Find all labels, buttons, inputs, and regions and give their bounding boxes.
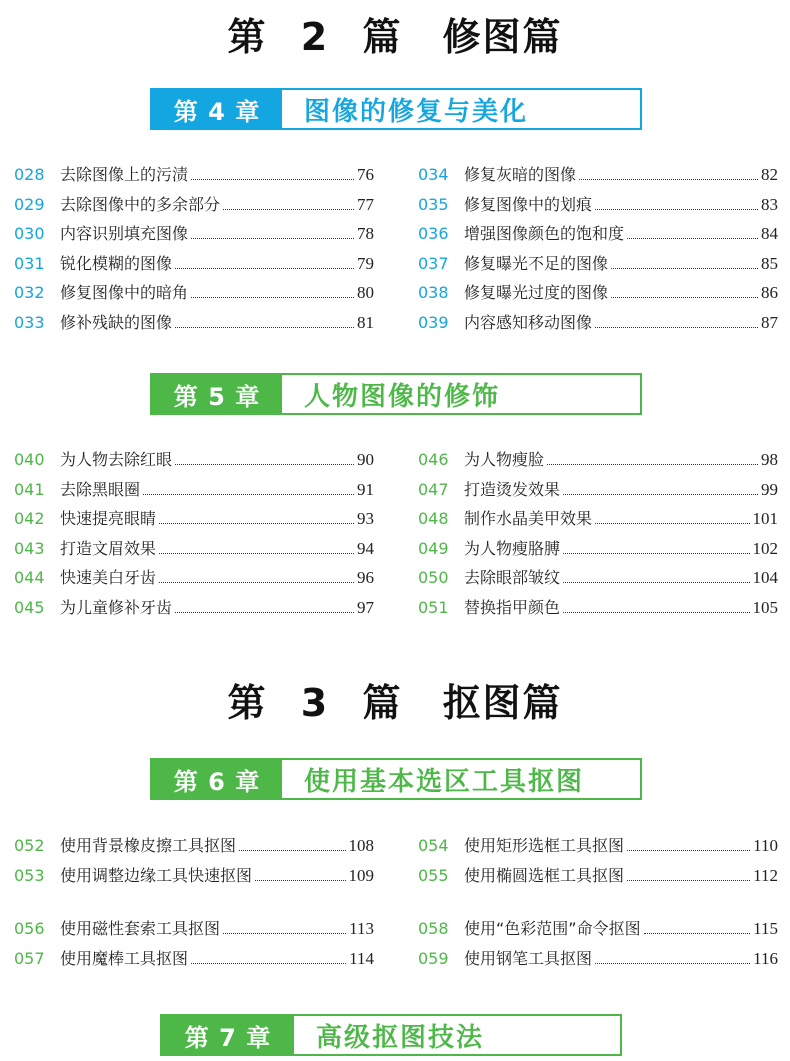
entry-page-number: 97	[357, 597, 374, 617]
toc-entry	[14, 162, 374, 188]
dot-leader	[563, 481, 758, 495]
entry-title: 使用“色彩范围”命令抠图	[464, 919, 641, 938]
entry-title: 去除图像上的污渍	[60, 165, 189, 184]
entry-page-number: 80	[357, 283, 374, 302]
toc-entry	[418, 310, 778, 336]
entry-page-number: 93	[357, 509, 374, 528]
entry-page-number: 86	[761, 283, 778, 302]
entry-page-number: 83	[761, 194, 778, 214]
dot-leader	[644, 920, 751, 934]
toc-entry	[14, 946, 374, 972]
entry-page-number: 105	[752, 597, 778, 617]
chapter-number: 第 6 章	[152, 760, 282, 798]
toc-entry	[14, 863, 374, 889]
entry-page-number: 76	[357, 165, 374, 184]
entry-title: 去除图像中的多余部分	[60, 194, 221, 214]
entry-page-number: 94	[357, 538, 374, 558]
entry-title: 快速提亮眼睛	[60, 509, 157, 528]
dot-leader	[547, 451, 758, 465]
entry-title: 使用魔棒工具抠图	[60, 948, 189, 968]
toc-entry	[14, 916, 374, 942]
toc-entry	[418, 162, 778, 188]
entry-number: 041	[14, 479, 45, 499]
toc-entry	[14, 506, 374, 532]
entry-page-number: 101	[752, 509, 778, 528]
chapter-name: 图像的修复与美化	[304, 96, 529, 127]
entry-title: 快速美白牙齿	[60, 568, 157, 587]
entry-number: 049	[418, 538, 449, 558]
entry-page-number: 78	[357, 224, 374, 243]
dot-leader	[627, 225, 758, 239]
entry-page-number: 99	[761, 479, 778, 499]
entry-number: 033	[14, 312, 45, 332]
entry-number: 044	[14, 568, 45, 587]
toc-entry	[14, 595, 374, 621]
chapter-name: 使用基本选区工具抠图	[304, 766, 585, 797]
entry-number: 056	[14, 919, 45, 938]
toc-entry	[418, 595, 778, 621]
entry-page-number: 79	[357, 253, 374, 273]
entry-title: 修复图像中的暗角	[60, 283, 189, 302]
toc-entry	[418, 565, 778, 591]
chapter-6-banner	[150, 758, 642, 800]
dot-leader	[255, 867, 345, 881]
entry-page-number: 112	[753, 865, 778, 885]
entry-title: 修补残缺的图像	[60, 312, 173, 332]
entry-title: 内容感知移动图像	[464, 312, 593, 332]
entry-number: 037	[418, 253, 449, 273]
chapter-name: 高级抠图技法	[316, 1022, 485, 1053]
entry-title: 去除眼部皱纹	[464, 568, 561, 587]
dot-leader	[175, 599, 354, 613]
toc-entry	[14, 447, 374, 473]
entry-page-number: 82	[761, 165, 778, 184]
entry-number: 058	[418, 919, 449, 938]
entry-number: 052	[14, 836, 45, 855]
entry-title: 为人物去除红眼	[60, 450, 173, 469]
dot-leader	[611, 255, 758, 269]
entry-number: 039	[418, 312, 449, 332]
toc-entry	[14, 251, 374, 277]
entry-page-number: 102	[752, 538, 778, 558]
entry-title: 使用背景橡皮擦工具抠图	[60, 836, 237, 855]
chapter-number: 第 7 章	[162, 1016, 294, 1054]
toc-entry	[418, 916, 778, 942]
dot-leader	[563, 540, 749, 554]
dot-leader	[143, 481, 354, 495]
dot-leader	[223, 920, 346, 934]
entry-number: 036	[418, 224, 449, 243]
entry-number: 046	[418, 450, 449, 469]
entry-number: 032	[14, 283, 45, 302]
entry-title: 使用磁性套索工具抠图	[60, 919, 221, 938]
entry-page-number: 108	[348, 836, 374, 855]
entry-title: 修复图像中的划痕	[464, 194, 593, 214]
dot-leader	[595, 196, 758, 210]
dot-leader	[191, 950, 346, 964]
entry-page-number: 116	[753, 948, 778, 968]
dot-leader	[191, 225, 354, 239]
dot-leader	[159, 569, 354, 583]
entry-page-number: 77	[357, 194, 374, 214]
entry-title: 内容识别填充图像	[60, 224, 189, 243]
toc-entry	[418, 192, 778, 218]
dot-leader	[595, 510, 749, 524]
toc-entry	[14, 833, 374, 859]
toc-entry	[14, 477, 374, 503]
entry-title: 替换指甲颜色	[464, 597, 561, 617]
toc-entry	[418, 447, 778, 473]
entry-title: 为人物瘦脸	[464, 450, 545, 469]
entry-page-number: 90	[357, 450, 374, 469]
entry-number: 057	[14, 948, 45, 968]
part-title-3: 第 3 篇 抠图篇	[227, 681, 563, 725]
toc-entry	[418, 477, 778, 503]
entry-title: 打造文眉效果	[60, 538, 157, 558]
chapter-4-banner	[150, 88, 642, 130]
entry-page-number: 85	[761, 253, 778, 273]
entry-page-number: 115	[753, 919, 778, 938]
dot-leader	[191, 166, 354, 180]
entry-number: 055	[418, 865, 449, 885]
chapter-number: 第 5 章	[152, 375, 282, 413]
entry-title: 去除黑眼圈	[60, 479, 141, 499]
entry-number: 045	[14, 597, 45, 617]
toc-entry	[418, 863, 778, 889]
entry-title: 使用钢笔工具抠图	[464, 948, 593, 968]
toc-entry	[418, 946, 778, 972]
chapter-name: 人物图像的修饰	[304, 381, 501, 412]
entry-title: 为人物瘦胳膊	[464, 538, 561, 558]
dot-leader	[175, 451, 354, 465]
entry-number: 053	[14, 865, 45, 885]
entry-number: 028	[14, 165, 45, 184]
entry-number: 043	[14, 538, 45, 558]
toc-entry	[418, 221, 778, 247]
dot-leader	[175, 255, 354, 269]
entry-page-number: 81	[357, 312, 374, 332]
entry-number: 050	[418, 568, 449, 587]
entry-page-number: 113	[349, 919, 374, 938]
entry-title: 修复灰暗的图像	[464, 165, 577, 184]
entry-page-number: 110	[753, 836, 778, 855]
toc-entry	[14, 310, 374, 336]
entry-page-number: 96	[357, 568, 374, 587]
dot-leader	[191, 284, 354, 298]
entry-page-number: 84	[761, 224, 778, 243]
chapter-number: 第 4 章	[152, 90, 282, 128]
dot-leader	[595, 314, 758, 328]
entry-number: 035	[418, 194, 449, 214]
entry-number: 030	[14, 224, 45, 243]
part-title-2: 第 2 篇 修图篇	[227, 15, 563, 59]
entry-title: 使用调整边缘工具快速抠图	[60, 865, 253, 885]
entry-title: 修复曝光不足的图像	[464, 253, 609, 273]
entry-title: 增强图像颜色的饱和度	[464, 224, 625, 243]
dot-leader	[563, 569, 749, 583]
dot-leader	[563, 599, 749, 613]
toc-entry	[418, 251, 778, 277]
entry-title: 制作水晶美甲效果	[464, 509, 593, 528]
entry-title: 打造烫发效果	[464, 479, 561, 499]
dot-leader	[175, 314, 354, 328]
dot-leader	[159, 540, 354, 554]
toc-entry	[14, 221, 374, 247]
entry-title: 修复曝光过度的图像	[464, 283, 609, 302]
entry-number: 034	[418, 165, 449, 184]
dot-leader	[223, 196, 354, 210]
entry-page-number: 109	[348, 865, 374, 885]
entry-title: 使用矩形选框工具抠图	[464, 836, 625, 855]
dot-leader	[579, 166, 758, 180]
entry-number: 047	[418, 479, 449, 499]
dot-leader	[611, 284, 758, 298]
toc-entry	[418, 280, 778, 306]
chapter-7-banner	[160, 1014, 622, 1056]
dot-leader	[627, 867, 750, 881]
dot-leader	[627, 837, 750, 851]
dot-leader	[595, 950, 750, 964]
toc-entry	[418, 536, 778, 562]
entry-title: 锐化模糊的图像	[60, 253, 173, 273]
entry-number: 040	[14, 450, 45, 469]
chapter-5-banner	[150, 373, 642, 415]
toc-entry	[14, 536, 374, 562]
entry-number: 029	[14, 194, 45, 214]
entry-title: 为儿童修补牙齿	[60, 597, 173, 617]
toc-entry	[14, 192, 374, 218]
toc-entry	[418, 506, 778, 532]
entry-title: 使用椭圆选框工具抠图	[464, 865, 625, 885]
entry-number: 042	[14, 509, 45, 528]
entry-number: 048	[418, 509, 449, 528]
entry-page-number: 98	[761, 450, 778, 469]
entry-number: 054	[418, 836, 449, 855]
entry-number: 031	[14, 253, 45, 273]
entry-number: 038	[418, 283, 449, 302]
dot-leader	[239, 837, 345, 851]
toc-entry	[14, 280, 374, 306]
toc-entry	[14, 565, 374, 591]
entry-page-number: 87	[761, 312, 778, 332]
toc-entry	[418, 833, 778, 859]
entry-number: 059	[418, 948, 449, 968]
entry-page-number: 91	[357, 479, 374, 499]
dot-leader	[159, 510, 354, 524]
entry-page-number: 104	[752, 568, 778, 587]
entry-number: 051	[418, 597, 449, 617]
entry-page-number: 114	[349, 948, 374, 968]
